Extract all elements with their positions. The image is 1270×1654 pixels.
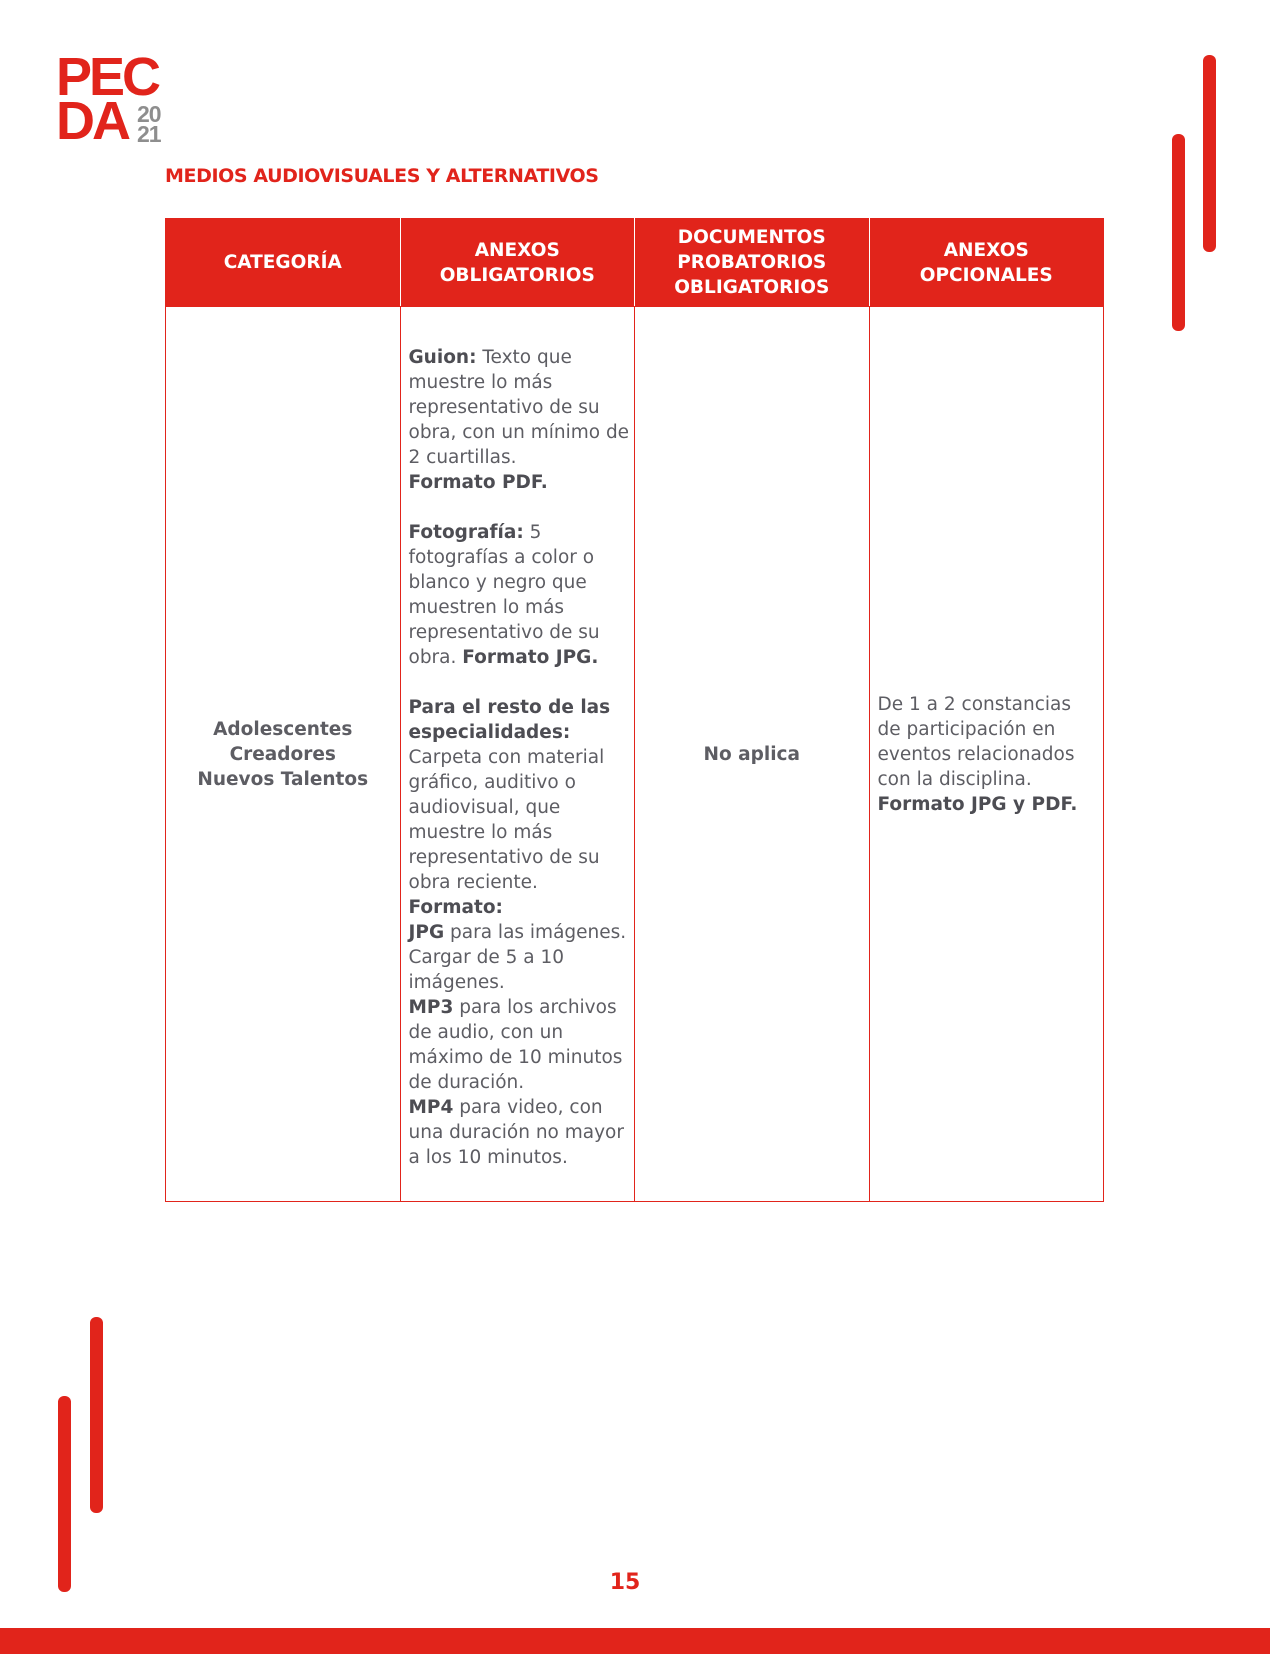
cell-categoria: Adolescentes Creadores Nuevos Talentos (166, 307, 401, 1202)
opcionales-text: De 1 a 2 constancias de participación en eventos relacionados con la disciplina. (877, 693, 1075, 790)
opcionales-format: Formato JPG y PDF. (877, 793, 1078, 815)
decorative-bar-left-outer (58, 1396, 71, 1592)
table-row (166, 307, 1104, 1202)
resto-label: Para el resto de las especialidades: (408, 696, 611, 743)
decorative-bar-right-inner (1172, 134, 1185, 331)
resto-text: Carpeta con material gráfico, auditivo o audiovisual, que muestre lo más representativo de su obra reciente. (408, 746, 605, 893)
page-number: 15 (609, 1570, 641, 1595)
foto-paragraph: Fotografía: 5 fotografías a color o blanco y negro que muestren lo más representativo de su obra. Formato JPG. (408, 521, 600, 668)
decorative-bar-left-inner (90, 1317, 103, 1513)
header-documentos-probatorios: DOCUMENTOS PROBATORIOS OBLIGATORIOS (635, 219, 870, 307)
cell-documentos: No aplica (635, 307, 870, 1202)
requirements-table (165, 218, 1104, 1202)
cell-anexos-opcionales (869, 307, 1104, 1202)
jpg-paragraph: JPG para las imágenes. Cargar de 5 a 10 imágenes. (408, 921, 627, 993)
cell-anexos-obligatorios (400, 307, 635, 1202)
header-categoria: CATEGORÍA (166, 219, 401, 307)
mp3-paragraph: MP3 para los archivos de audio, con un máximo de 10 minutos de duración. (408, 996, 623, 1093)
header-anexos-opcionales: ANEXOS OPCIONALES (869, 219, 1104, 307)
section-title: MEDIOS AUDIOVISUALES Y ALTERNATIVOS (165, 165, 599, 187)
guion-paragraph: Guion: Texto que muestre lo más representativo de su obra, con un mínimo de 2 cuartillas. (408, 346, 630, 468)
pecda-logo (56, 47, 186, 151)
logo-line-1: PEC (56, 47, 159, 107)
logo-line-2: DA (56, 91, 128, 151)
logo-year-top: 20 (137, 101, 161, 127)
logo-year-bottom: 21 (137, 121, 161, 147)
formato-label: Formato: (408, 896, 503, 918)
footer-band (0, 1628, 1270, 1654)
guion-format: Formato PDF. (408, 471, 548, 493)
table-header-row (166, 219, 1104, 307)
header-anexos-obligatorios: ANEXOS OBLIGATORIOS (400, 219, 635, 307)
decorative-bar-right-outer (1203, 55, 1216, 252)
mp4-paragraph: MP4 para video, con una duración no mayor a los 10 minutos. (408, 1096, 624, 1168)
